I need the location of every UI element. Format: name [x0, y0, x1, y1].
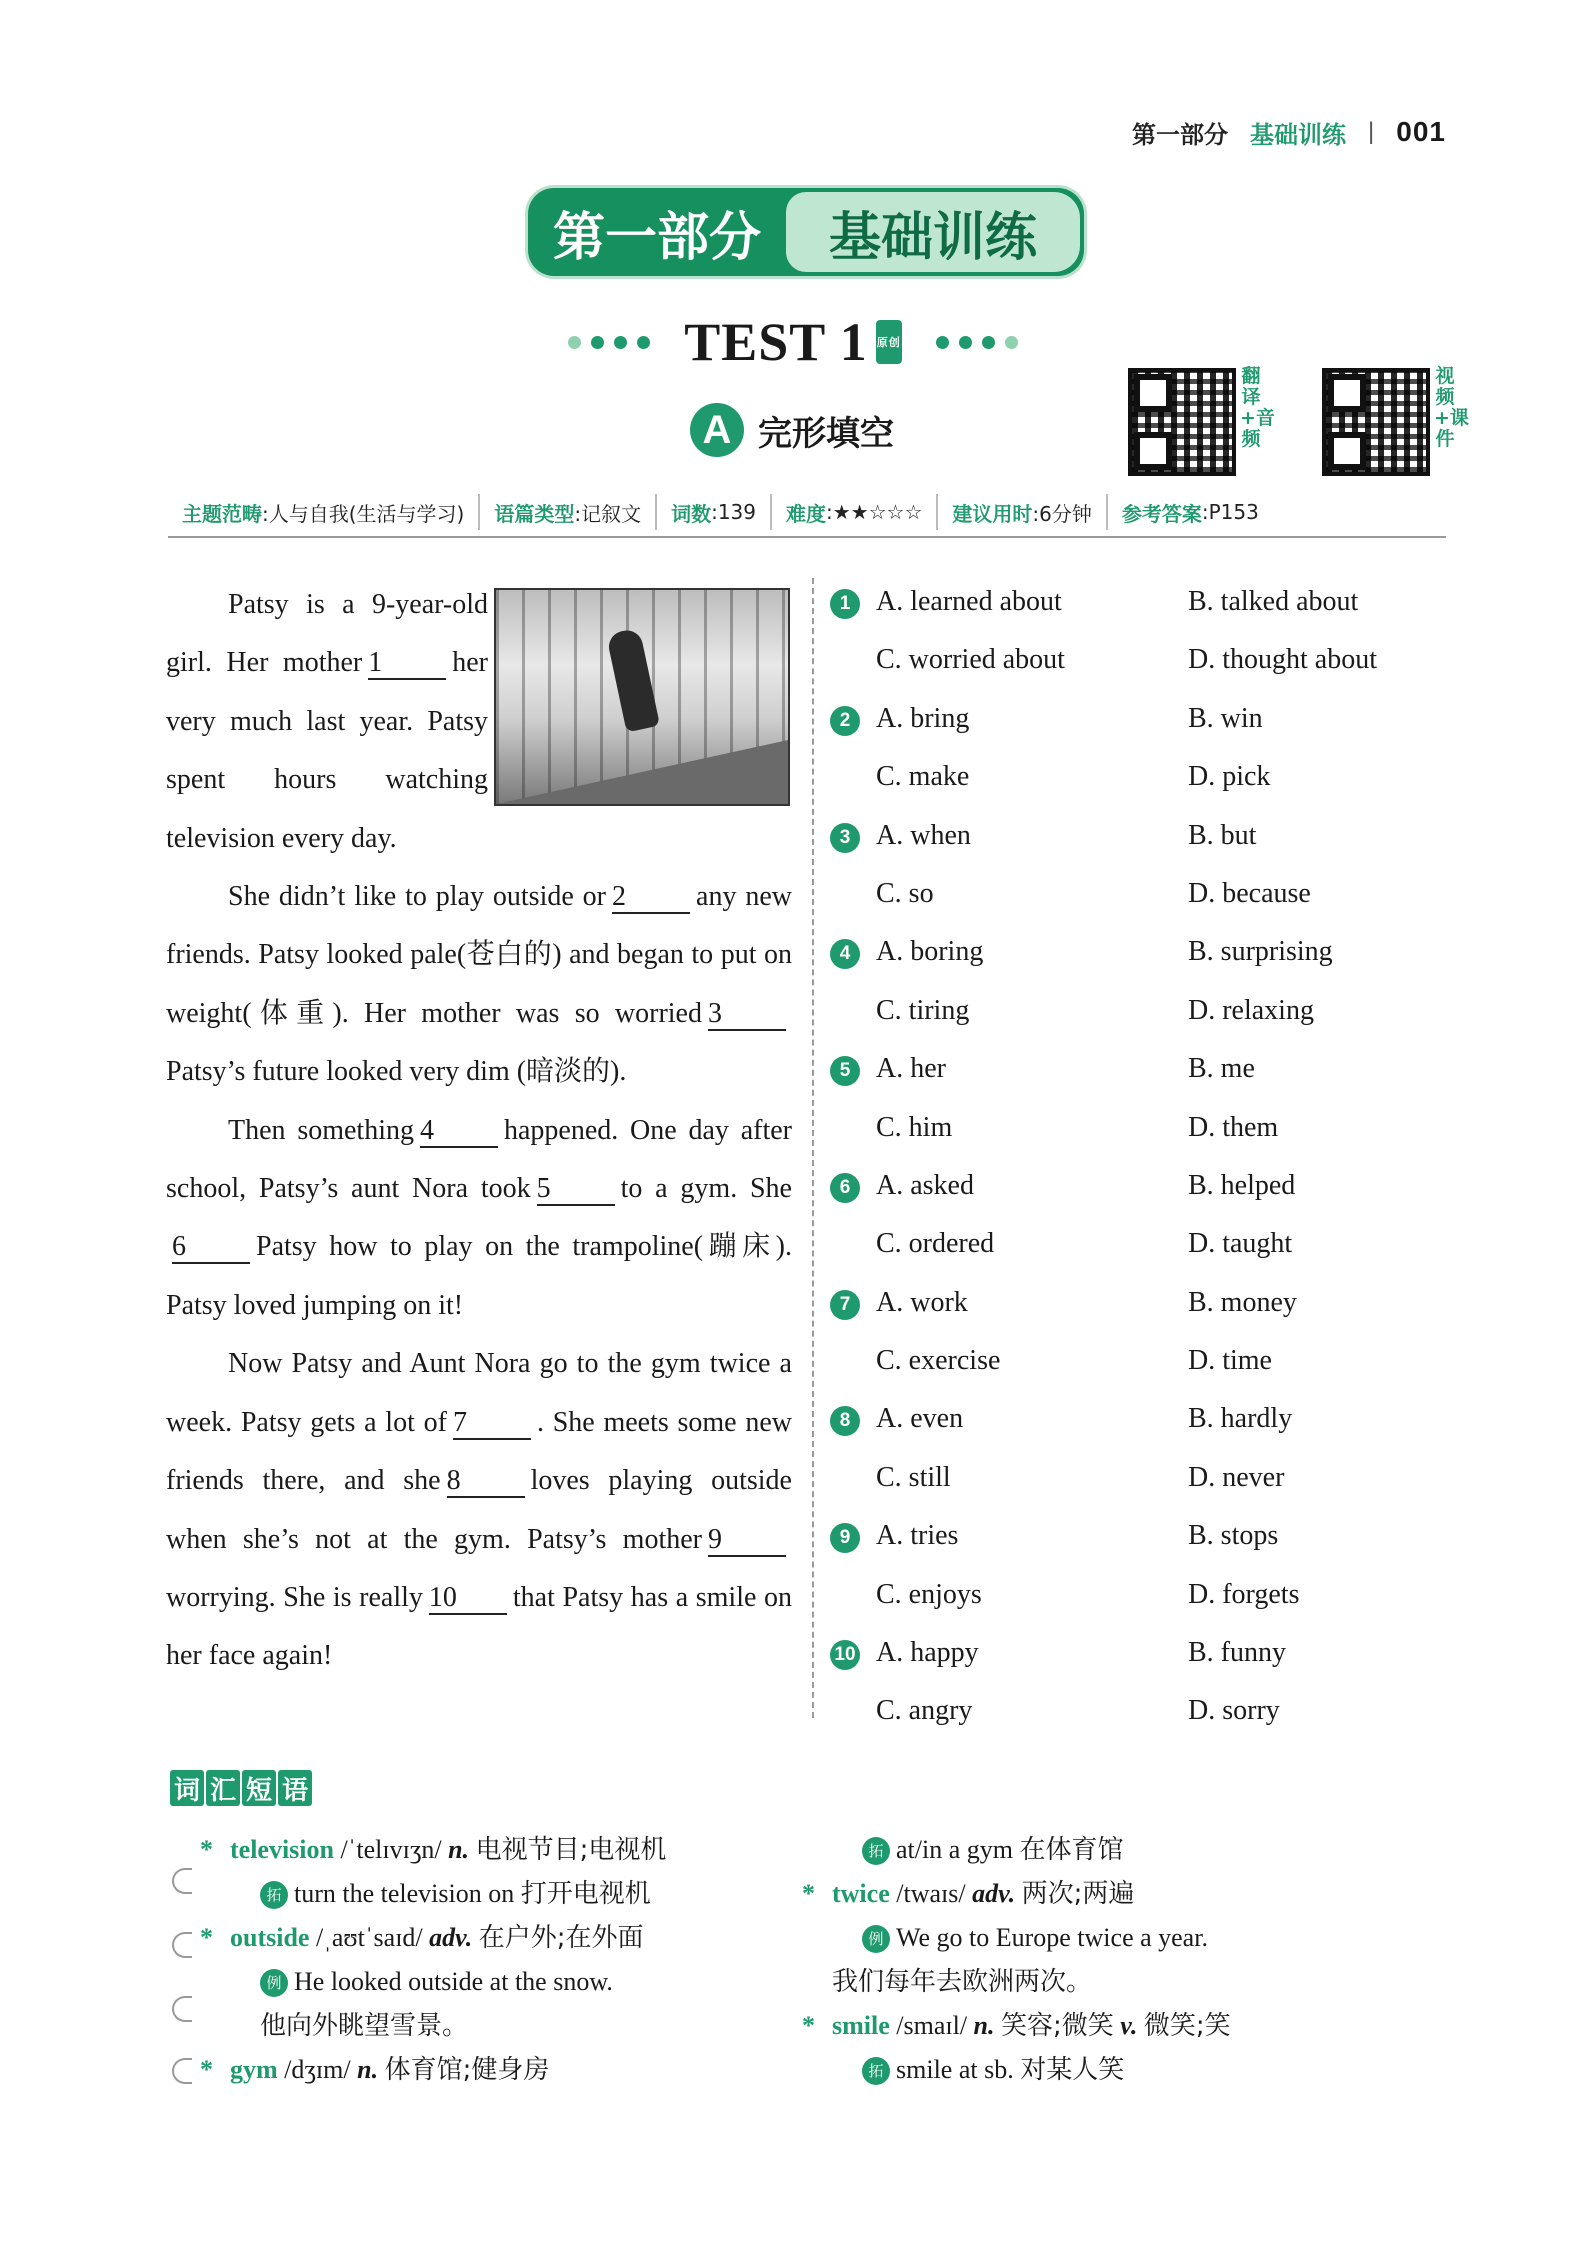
info-time-label: 建议用时 [952, 501, 1033, 526]
vocab-pos: n. [448, 1835, 470, 1864]
passage-text: worrying. She is really [166, 1581, 423, 1613]
vocab-header-char: 汇 [206, 1770, 240, 1806]
info-genre [478, 494, 655, 530]
extension-tag-icon: 拓 [260, 1881, 288, 1909]
option-a[interactable]: A. learned about [876, 586, 1062, 617]
option-row-2 [830, 693, 1450, 751]
option-a[interactable]: A. work [876, 1286, 968, 1318]
section-name: 完形填空 [758, 413, 894, 454]
info-difficulty [770, 494, 936, 530]
option-b[interactable]: B. stops [1188, 1520, 1279, 1552]
info-answer-value: :P153 [1201, 500, 1259, 524]
option-d[interactable]: D. sorry [1188, 1695, 1280, 1727]
option-b[interactable]: B. win [1188, 702, 1263, 734]
option-row-9b [830, 1569, 1450, 1627]
vocab-meaning: 微笑;笑 [1143, 2011, 1231, 2041]
option-row-6b [830, 1218, 1450, 1276]
section-title [690, 400, 894, 460]
passage-text: She didn’t like to play outside or [228, 881, 607, 913]
vocab-ipa: /ˌaʊtˈsaɪd/ [315, 1923, 423, 1952]
vocab-entry-gym [200, 2048, 810, 2092]
option-a[interactable]: A. happy [876, 1637, 979, 1669]
vocab-pos: adv. [972, 1879, 1016, 1908]
info-words-value: :139 [711, 500, 757, 524]
passage-text: Patsy is a 9-year-old girl. Her mother [166, 589, 488, 679]
info-genre-label: 语篇类型 [494, 501, 575, 526]
vocab-star-icon: * [802, 2011, 815, 2040]
vocab-meaning: 在户外;在外面 [478, 1923, 644, 1953]
blank-7: 7 [453, 1408, 531, 1440]
vocab-pos: n. [973, 2011, 995, 2040]
vocab-phrase: at/in a gym 在体育馆 [896, 1835, 1124, 1864]
question-number-badge: 3 [830, 823, 860, 853]
option-row-5 [830, 1043, 1450, 1101]
passage-text: loves playing outside when she’s not at the gym. Patsy’s mother [166, 1465, 792, 1555]
decor-dots-left [568, 336, 650, 349]
blank-6: 6 [172, 1232, 250, 1264]
option-a[interactable]: A. asked [876, 1169, 974, 1201]
vocab-header-char: 词 [170, 1770, 204, 1806]
passage-text: Then something [228, 1114, 414, 1146]
vocab-star-icon: * [200, 1835, 213, 1864]
passage-paragraph-4 [166, 1335, 792, 1685]
option-row-1 [830, 576, 1450, 634]
option-c[interactable]: C. him [876, 1111, 953, 1143]
option-b[interactable]: B. talked about [1188, 586, 1359, 617]
option-row-8b [830, 1452, 1450, 1510]
test-title-text: TEST 1 [684, 312, 868, 372]
column-divider [812, 578, 814, 1718]
vocab-phrase: smile at sb. 对某人笑 [896, 2055, 1125, 2084]
test-title [684, 311, 902, 373]
qr-code-translation-icon[interactable] [1128, 368, 1236, 476]
passage-paragraph-3 [166, 1102, 792, 1336]
option-b[interactable]: B. surprising [1188, 936, 1333, 968]
option-d[interactable]: D. time [1188, 1345, 1272, 1377]
option-d[interactable]: D. pick [1188, 761, 1271, 793]
option-row-8 [830, 1393, 1450, 1451]
vocab-phrase-line [832, 2048, 1452, 2092]
vocab-example: He looked outside at the snow. [294, 1967, 613, 1996]
info-difficulty-value: :★★☆☆☆ [826, 500, 923, 524]
test-title-row [0, 310, 1586, 374]
vocab-left-column [200, 1828, 810, 2092]
question-number-badge: 6 [830, 1173, 860, 1203]
option-b[interactable]: B. helped [1188, 1169, 1296, 1201]
vocab-phrase: turn the television on 打开电视机 [294, 1879, 651, 1908]
vocab-word: smile [832, 2011, 890, 2040]
question-number-badge: 8 [830, 1406, 860, 1436]
vocab-header-char: 语 [278, 1770, 312, 1806]
vocab-meaning: 笑容;微笑 [1001, 2011, 1114, 2041]
passage-paragraph-2 [166, 868, 792, 1102]
info-genre-value: :记叙文 [574, 501, 642, 526]
option-a[interactable]: A. when [876, 819, 971, 851]
info-difficulty-label: 难度 [786, 501, 827, 526]
passage-text: happened. One day after school, Patsy’s aunt Nora took [166, 1114, 792, 1205]
passage-text: Patsy’s future looked very dim (暗淡的). [166, 1056, 627, 1088]
option-d[interactable]: D. thought about [1188, 644, 1377, 676]
vocab-entry-outside [200, 1916, 810, 1960]
running-header-section: 第一部分 [1132, 121, 1229, 149]
qr-code-video-label: 视频+课件 [1434, 365, 1469, 450]
info-time-value: :6分钟 [1032, 501, 1092, 526]
option-row-3b [830, 868, 1450, 926]
running-header [1132, 112, 1446, 152]
option-row-10 [830, 1627, 1450, 1685]
vocab-header [170, 1770, 312, 1806]
vocab-pos: n. [357, 2055, 379, 2084]
passage-text: to a gym. She [620, 1173, 792, 1205]
option-c[interactable]: C. make [876, 761, 970, 793]
option-c[interactable]: C. worried about [876, 644, 1065, 676]
option-d[interactable]: D. never [1188, 1461, 1285, 1493]
vocab-star-icon: * [200, 2055, 213, 2084]
option-row-7b [830, 1335, 1450, 1393]
vocab-meaning: 电视节目;电视机 [475, 1835, 667, 1865]
passage-text: Patsy how to play on the trampoline(蹦床). Patsy loved jumping on it! [166, 1231, 792, 1321]
vocab-example: We go to Europe twice a year. [896, 1923, 1208, 1952]
vocab-word: outside [230, 1923, 310, 1952]
option-b[interactable]: B. hardly [1188, 1403, 1293, 1435]
vocab-example-line [230, 1960, 810, 2004]
question-number-badge: 9 [830, 1523, 860, 1553]
option-c[interactable]: C. still [876, 1461, 951, 1493]
option-row-2b [830, 751, 1450, 809]
option-c[interactable]: C. angry [876, 1695, 973, 1727]
blank-10: 10 [429, 1583, 507, 1615]
part-banner [528, 188, 1084, 276]
option-a[interactable]: A. bring [876, 702, 970, 734]
info-words-label: 词数 [671, 501, 712, 526]
vocab-ipa: /twaɪs/ [896, 1879, 966, 1908]
vocab-example-translation: 我们每年去欧洲两次。 [832, 1967, 1093, 1997]
option-c[interactable]: C. enjoys [876, 1578, 982, 1610]
vocab-header-char: 短 [242, 1770, 276, 1806]
vocab-word: television [230, 1835, 334, 1864]
blank-8: 8 [447, 1466, 525, 1498]
option-row-3 [830, 810, 1450, 868]
passage-text: her very much last year. Patsy spent hours watching television every day. [166, 647, 488, 854]
extension-tag-icon: 拓 [862, 1837, 890, 1865]
qr-code-video-icon[interactable] [1322, 368, 1430, 476]
option-d[interactable]: D. them [1188, 1111, 1279, 1143]
option-c[interactable]: C. exercise [876, 1345, 1001, 1377]
info-theme-value: :人与自我(生活与学习) [262, 501, 465, 526]
blank-4: 4 [420, 1116, 498, 1148]
info-words [655, 494, 770, 530]
option-c[interactable]: C. tiring [876, 994, 970, 1026]
option-row-10b [830, 1685, 1450, 1743]
option-row-7 [830, 1277, 1450, 1335]
options-list [830, 576, 1450, 1744]
example-tag-icon: 例 [260, 1969, 288, 1997]
passage-text: any new friends. Patsy looked pale(苍白的) and began to put on weight(体重). Her mother was so worried [166, 881, 793, 1029]
vocab-phrase-line [230, 1872, 810, 1916]
option-b[interactable]: B. me [1188, 1053, 1255, 1085]
info-answer [1106, 494, 1273, 530]
vocab-entry-smile [802, 2004, 1452, 2048]
question-number-badge: 4 [830, 939, 860, 969]
decor-dots-right [936, 336, 1018, 349]
info-theme-label: 主题范畴 [182, 501, 262, 526]
option-row-4b [830, 985, 1450, 1043]
vocab-star-icon: * [200, 1923, 213, 1952]
option-row-6 [830, 1160, 1450, 1218]
blank-9: 9 [708, 1525, 786, 1557]
option-row-1b [830, 634, 1450, 692]
info-bar [168, 488, 1446, 538]
vocab-meaning: 体育馆;健身房 [384, 2055, 550, 2085]
section-letter-badge: A [690, 403, 744, 457]
passage-photo [494, 588, 790, 806]
option-b[interactable]: B. funny [1188, 1637, 1286, 1669]
binding-hole-icon [172, 1996, 192, 2022]
vocab-right-column [802, 1828, 1452, 2092]
qr-code-translation-label: 翻译+音频 [1240, 365, 1275, 450]
vocab-meaning: 两次;两遍 [1021, 1879, 1135, 1909]
original-tag: 原创 [876, 320, 902, 364]
option-row-5b [830, 1102, 1450, 1160]
vocab-pos: adv. [429, 1923, 473, 1952]
part-banner-left: 第一部分 [552, 207, 761, 268]
example-tag-icon: 例 [862, 1925, 890, 1953]
part-banner-right: 基础训练 [786, 192, 1080, 272]
option-row-9 [830, 1510, 1450, 1568]
option-d[interactable]: D. because [1188, 877, 1311, 909]
vocab-example-translation: 他向外眺望雪景。 [260, 2011, 469, 2041]
option-a[interactable]: A. her [876, 1053, 946, 1085]
vocab-example-line [832, 1916, 1452, 1960]
vocab-entry-twice [802, 1872, 1452, 1916]
blank-5: 5 [537, 1174, 615, 1206]
option-b[interactable]: B. money [1188, 1286, 1297, 1318]
passage-text: that Patsy has a smile on her face again! [166, 1581, 793, 1672]
vocab-pos: v. [1120, 2011, 1138, 2040]
option-b[interactable]: B. but [1188, 819, 1257, 851]
option-c[interactable]: C. so [876, 877, 934, 909]
running-header-subsection: 基础训练 [1250, 121, 1347, 149]
option-a[interactable]: A. tries [876, 1520, 959, 1552]
option-c[interactable]: C. ordered [876, 1228, 995, 1260]
info-answer-label: 参考答案 [1121, 501, 1202, 526]
question-number-badge: 10 [830, 1640, 860, 1670]
info-time [936, 494, 1105, 530]
option-d[interactable]: D. forgets [1188, 1578, 1300, 1610]
vocab-phrase-line [832, 1828, 1452, 1872]
question-number-badge: 5 [830, 1056, 860, 1086]
option-d[interactable]: D. relaxing [1188, 994, 1314, 1026]
vocab-word: gym [230, 2055, 278, 2084]
option-d[interactable]: D. taught [1188, 1228, 1293, 1260]
vocab-ipa: /ˈtelɪvɪʒn/ [340, 1835, 442, 1864]
binding-hole-icon [172, 2058, 192, 2084]
binding-hole-icon [172, 1868, 192, 1894]
question-number-badge: 7 [830, 1290, 860, 1320]
option-a[interactable]: A. even [876, 1403, 964, 1435]
passage-text: . She meets some new friends there, and she [166, 1406, 793, 1497]
option-row-4 [830, 926, 1450, 984]
vocab-word: twice [832, 1879, 890, 1908]
blank-3: 3 [708, 999, 786, 1031]
question-number-badge: 1 [830, 589, 860, 619]
blank-2: 2 [612, 882, 690, 914]
vocab-star-icon: * [802, 1879, 815, 1908]
option-a[interactable]: A. boring [876, 936, 984, 968]
vocab-ipa: /dʒɪm/ [284, 2055, 351, 2084]
extension-tag-icon: 拓 [862, 2057, 890, 2085]
vocab-entry-television [200, 1828, 810, 1872]
blank-1: 1 [368, 648, 446, 680]
passage-text: Now Patsy and Aunt Nora go to the gym twice a week. Patsy gets a lot of [166, 1348, 792, 1438]
page-number: 001 [1396, 116, 1446, 147]
vocab-ipa: /smaɪl/ [896, 2011, 968, 2040]
binding-hole-icon [172, 1932, 192, 1958]
running-header-separator: | [1368, 118, 1375, 145]
info-theme [168, 494, 478, 530]
question-number-badge: 2 [830, 706, 860, 736]
